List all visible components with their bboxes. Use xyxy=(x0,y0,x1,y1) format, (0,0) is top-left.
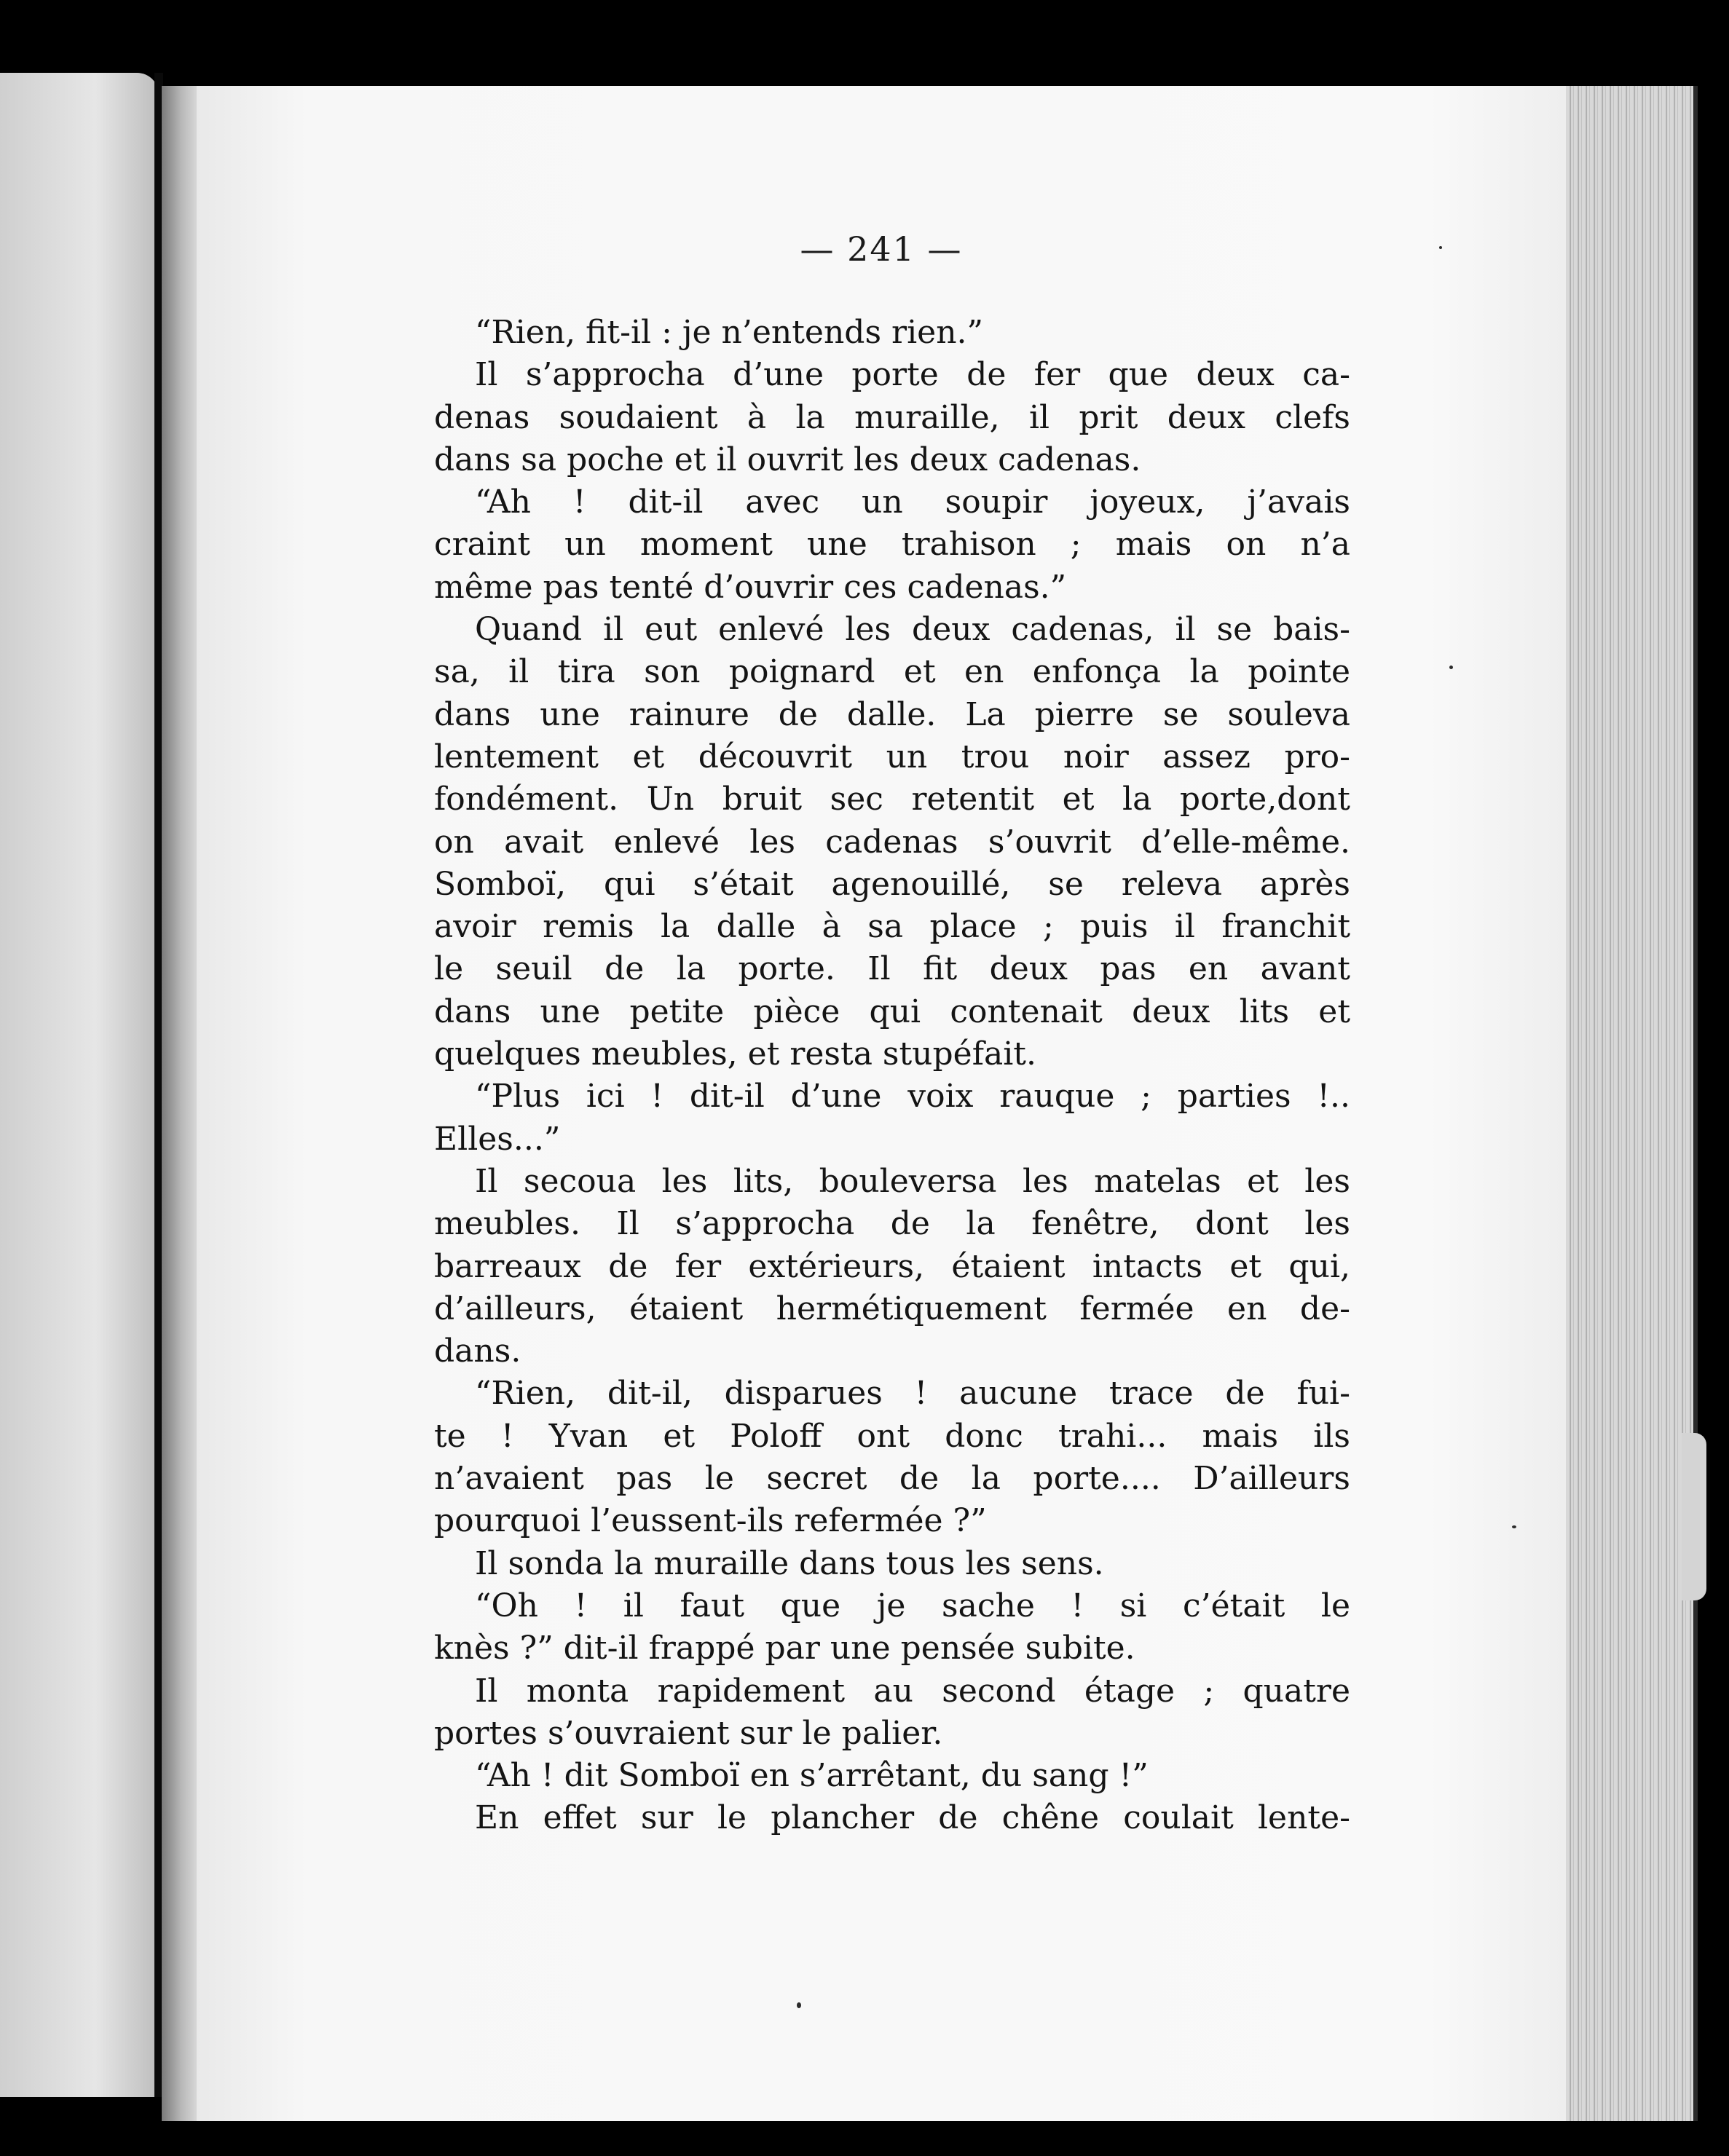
text-line: “Oh ! il faut que je sache ! si c’était le xyxy=(475,1587,1350,1624)
left-facing-page xyxy=(0,73,159,2097)
text-line: lentement et découvrit un trou noir assez pro- xyxy=(434,738,1350,775)
text-line: quelques meubles, et resta stupéfait. xyxy=(434,1035,1036,1073)
page-number: — 241 — xyxy=(800,229,963,269)
text-line: knès ?” dit-il frappé par une pensée subite. xyxy=(434,1630,1135,1667)
text-line: Elles...” xyxy=(434,1120,561,1158)
text-line: Il secoua les lits, bouleversa les matelas et les xyxy=(475,1162,1350,1200)
page-edges xyxy=(1566,86,1698,2121)
scan-speck xyxy=(1439,246,1442,249)
scan-speck xyxy=(797,2002,801,2008)
text-line: fondément. Un bruit sec retentit et la porte,dont xyxy=(434,781,1350,818)
text-line: meubles. Il s’approcha de la fenêtre, dont les xyxy=(434,1205,1350,1243)
text-line: te ! Yvan et Poloff ont donc trahi... mais ils xyxy=(434,1417,1350,1455)
text-line: Somboï, qui s’était agenouillé, se releva après xyxy=(434,865,1350,903)
text-line: En effet sur le plancher de chêne coulait lente- xyxy=(475,1799,1350,1837)
text-line: “Plus ici ! dit-il d’une voix rauque ; parties !.. xyxy=(475,1078,1350,1115)
text-line: dans une rainure de dalle. La pierre se souleva xyxy=(434,695,1350,733)
body-text xyxy=(434,312,1350,1840)
text-line: Il monta rapidement au second étage ; quatre xyxy=(475,1672,1350,1710)
text-line: Quand il eut enlevé les deux cadenas, il se bais- xyxy=(475,611,1350,649)
text-line: craint un moment une trahison ; mais on n’a xyxy=(434,526,1350,564)
text-line: Il s’approcha d’une porte de fer que deux ca- xyxy=(475,356,1350,394)
text-line: sa, il tira son poignard et en enfonça la pointe xyxy=(434,653,1350,691)
text-line: dans une petite pièce qui contenait deux lits et xyxy=(434,992,1350,1030)
text-line: d’ailleurs, étaient hermétiquement fermée en de- xyxy=(434,1290,1350,1327)
text-line: avoir remis la dalle à sa place ; puis il franchit xyxy=(434,908,1350,946)
text-line: denas soudaient à la muraille, il prit deux clefs xyxy=(434,398,1350,436)
text-line: dans. xyxy=(434,1332,521,1370)
text-line: même pas tenté d’ouvrir ces cadenas.” xyxy=(434,568,1067,606)
scan-speck xyxy=(1512,1525,1516,1528)
text-line: “Rien, fit-il : je n’entends rien.” xyxy=(475,314,984,351)
text-line: “Ah ! dit Somboï en s’arrêtant, du sang !” xyxy=(475,1757,1149,1795)
text-line: on avait enlevé les cadenas s’ouvrit d’elle-même. xyxy=(434,823,1350,861)
text-line: dans sa poche et il ouvrit les deux cadenas. xyxy=(434,441,1141,478)
text-line: pourquoi l’eussent-ils refermée ?” xyxy=(434,1502,987,1540)
text-line: barreaux de fer extérieurs, étaient intacts et qui, xyxy=(434,1247,1350,1285)
text-line: Il sonda la muraille dans tous les sens. xyxy=(475,1544,1104,1582)
text-line: le seuil de la porte. Il fit deux pas en avant xyxy=(434,950,1350,988)
scan-speck xyxy=(1449,666,1453,669)
text-line: n’avaient pas le secret de la porte.... D’ailleurs xyxy=(434,1460,1350,1498)
text-line: “Rien, dit-il, disparues ! aucune trace de fui- xyxy=(475,1375,1350,1413)
text-line: “Ah ! dit-il avec un soupir joyeux, j’avais xyxy=(475,483,1350,521)
text-line: portes s’ouvraient sur le palier. xyxy=(434,1714,943,1752)
